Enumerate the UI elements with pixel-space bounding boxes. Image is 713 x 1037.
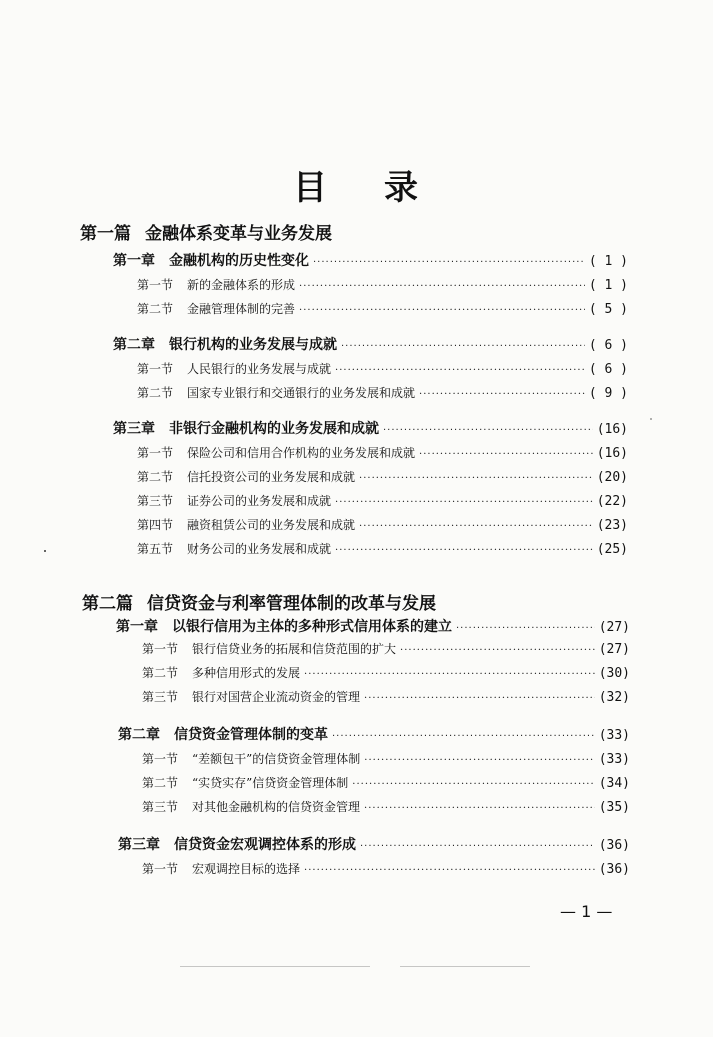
- scan-speck: [650, 418, 652, 420]
- scan-streak: [400, 966, 530, 967]
- toc-section[interactable]: 第二节 信托投资公司的业务发展和成就 ····· (20): [137, 468, 628, 485]
- toc-section[interactable]: 第四节 融资租赁公司的业务发展和成就 ····· (23): [137, 516, 628, 533]
- toc-section[interactable]: 第一节 新的金融体系的形成 ····· ( 1 ): [137, 276, 628, 293]
- toc-section[interactable]: 第一节 “差额包干”的信贷资金管理体制 ····· (33): [142, 750, 630, 767]
- toc-chapter[interactable]: 第三章 非银行金融机构的业务发展和成就 ····· (16): [113, 418, 628, 438]
- toc-chapter[interactable]: 第二章 信贷资金管理体制的变革 ····· (33): [118, 724, 630, 744]
- toc-section[interactable]: 第三节 银行对国营企业流动资金的管理 ····· (32): [142, 688, 630, 705]
- toc-section[interactable]: 第一节 保险公司和信用合作机构的业务发展和成就 ····· (16): [137, 444, 628, 461]
- toc-chapter[interactable]: 第一章 以银行信用为主体的多种形式信用体系的建立 ····· (27): [116, 616, 630, 636]
- page-title: 目 录: [293, 168, 420, 208]
- toc-section[interactable]: 第三节 证券公司的业务发展和成就 ····· (22): [137, 492, 628, 509]
- toc-section[interactable]: 第一节 宏观调控目标的选择 ····· (36): [142, 860, 630, 877]
- part-heading: 第一篇 金融体系变革与业务发展: [80, 224, 332, 244]
- toc-section[interactable]: 第一节 银行信贷业务的拓展和信贷范围的扩大 ····· (27): [142, 640, 630, 657]
- toc-section[interactable]: 第五节 财务公司的业务发展和成就 ····· (25): [137, 540, 628, 557]
- part-heading: 第二篇 信贷资金与利率管理体制的改革与发展: [82, 594, 436, 614]
- toc-section[interactable]: 第二节 国家专业银行和交通银行的业务发展和成就 ····· ( 9 ): [137, 384, 628, 401]
- toc-section[interactable]: 第二节 金融管理体制的完善 ····· ( 5 ): [137, 300, 628, 317]
- toc-section[interactable]: 第三节 对其他金融机构的信贷资金管理 ····· (35): [142, 798, 630, 815]
- toc-section[interactable]: 第二节 多种信用形式的发展 ····· (30): [142, 664, 630, 681]
- scan-speck: [44, 550, 46, 552]
- toc-section[interactable]: 第一节 人民银行的业务发展与成就 ····· ( 6 ): [137, 360, 628, 377]
- page-number: — 1 —: [560, 902, 613, 921]
- scan-streak: [180, 966, 370, 967]
- toc-section[interactable]: 第二节 “实贷实存”信贷资金管理体制 ····· (34): [142, 774, 630, 791]
- toc-chapter[interactable]: 第一章 金融机构的历史性变化 ····· ( 1 ): [113, 250, 628, 270]
- toc-chapter[interactable]: 第三章 信贷资金宏观调控体系的形成 ····· (36): [118, 834, 630, 854]
- toc-chapter[interactable]: 第二章 银行机构的业务发展与成就 ····· ( 6 ): [113, 334, 628, 354]
